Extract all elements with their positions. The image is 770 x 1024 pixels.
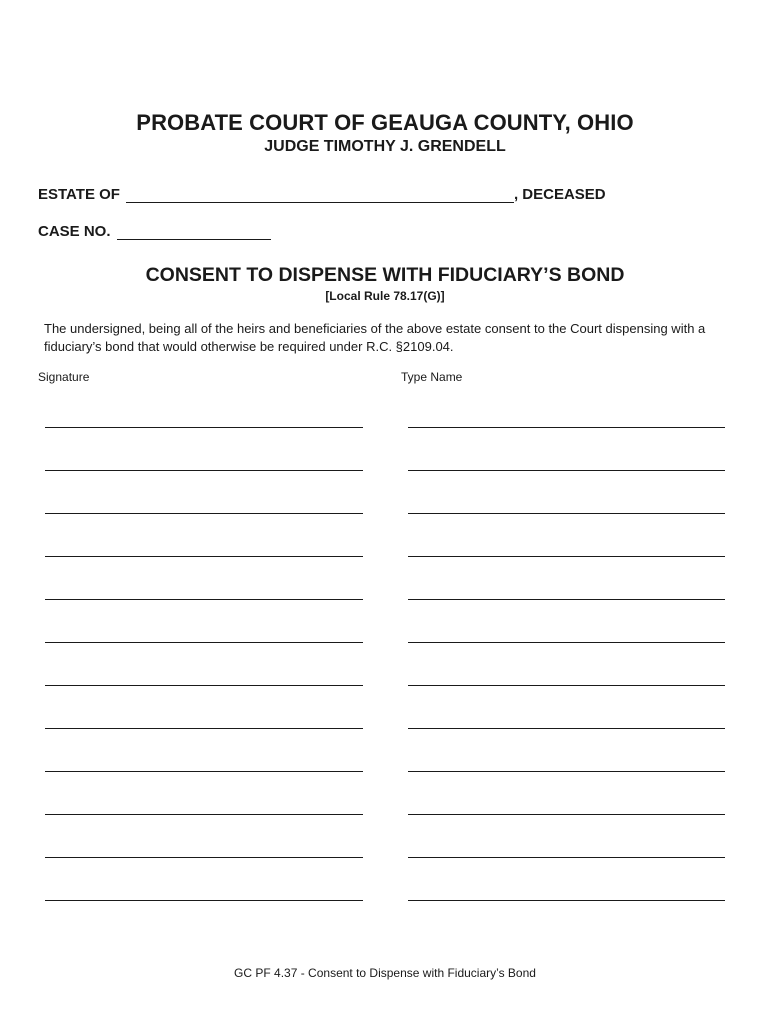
signature-line[interactable] — [45, 470, 363, 471]
local-rule: [Local Rule 78.17(G)] — [325, 289, 445, 303]
signature-line[interactable] — [45, 814, 363, 815]
signature-line[interactable] — [45, 599, 363, 600]
type-name-line[interactable] — [408, 427, 725, 428]
estate-name-field[interactable] — [126, 186, 514, 203]
estate-row — [38, 186, 606, 203]
type-name-line[interactable] — [408, 513, 725, 514]
case-label: CASE NO. — [38, 223, 111, 240]
signature-line[interactable] — [45, 556, 363, 557]
signature-line[interactable] — [45, 900, 363, 901]
consent-paragraph: The undersigned, being all of the heirs and beneficiaries of the above estate consent to the Court dispensing with a fiduciary’s bond that would otherwise be required under R.C. §2109.04. — [44, 321, 706, 354]
type-name-line[interactable] — [408, 685, 725, 686]
signature-line[interactable] — [45, 513, 363, 514]
type-name-line[interactable] — [408, 728, 725, 729]
form-footer: GC PF 4.37 - Consent to Dispense with Fiduciary’s Bond — [234, 966, 536, 980]
signature-line[interactable] — [45, 685, 363, 686]
signature-line[interactable] — [45, 728, 363, 729]
type-name-line[interactable] — [408, 814, 725, 815]
estate-label: ESTATE OF — [38, 186, 120, 203]
signature-line[interactable] — [45, 427, 363, 428]
type-name-column-label: Type Name — [401, 370, 463, 384]
court-title: PROBATE COURT OF GEAUGA COUNTY, OHIO — [136, 110, 634, 135]
signature-line[interactable] — [45, 642, 363, 643]
case-number-field[interactable] — [117, 223, 271, 240]
signature-line[interactable] — [45, 771, 363, 772]
case-row — [38, 223, 271, 240]
type-name-line[interactable] — [408, 556, 725, 557]
deceased-label: , DECEASED — [513, 186, 606, 203]
type-name-line[interactable] — [408, 642, 725, 643]
type-name-line[interactable] — [408, 900, 725, 901]
type-name-line[interactable] — [408, 470, 725, 471]
document-title: CONSENT TO DISPENSE WITH FIDUCIARY’S BOND — [145, 264, 625, 286]
signature-column-label: Signature — [38, 370, 90, 384]
signature-line[interactable] — [45, 857, 363, 858]
type-name-line[interactable] — [408, 857, 725, 858]
type-name-line[interactable] — [408, 771, 725, 772]
judge-name: JUDGE TIMOTHY J. GRENDELL — [264, 138, 506, 155]
type-name-line[interactable] — [408, 599, 725, 600]
